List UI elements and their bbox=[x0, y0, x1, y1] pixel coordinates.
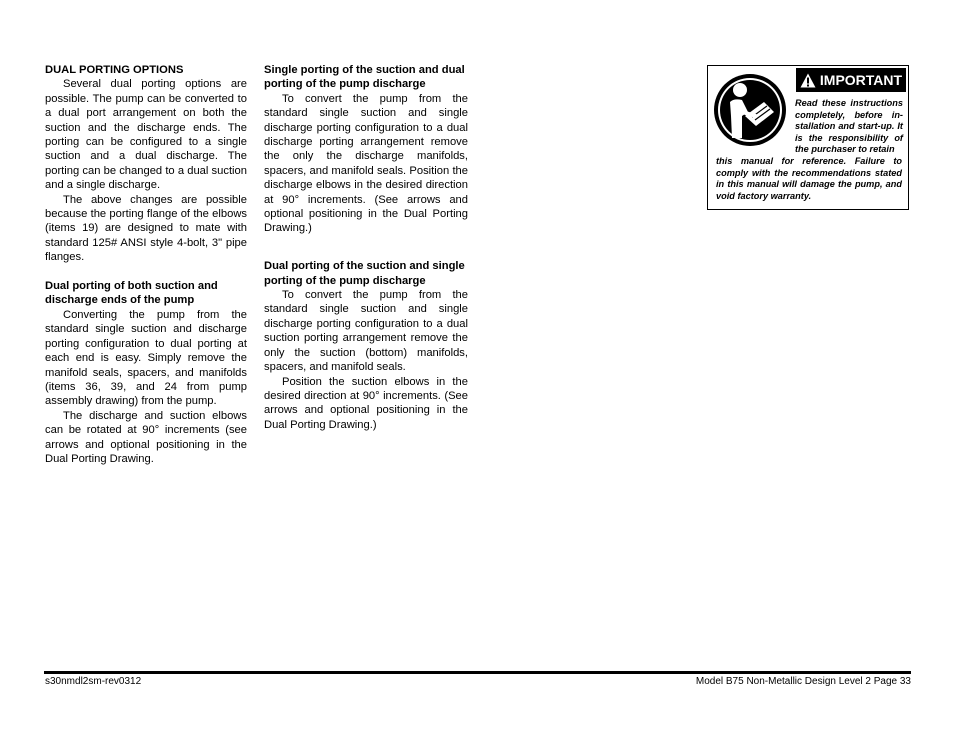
paragraph-position-suction: Position the suction elbows in the desired direction at 90° increments. (See arrows and optional positioning in the Dual Porting Drawing.) bbox=[264, 375, 468, 431]
heading-dual-suction-single-discharge: Dual porting of the suction and single porting of the pump discharge bbox=[264, 260, 465, 287]
heading-dual-porting-options: DUAL PORTING OPTIONS bbox=[45, 64, 184, 76]
middle-column bbox=[264, 63, 468, 432]
important-title: IMPORTANT bbox=[819, 72, 903, 88]
paragraph-options: Several dual porting options are possible. The pump can be converted to a dual port arrangement on both the suction and the discharge ends. The porting can be configured to a single suction and a dual discharge. The porting can be changed to a dual suction and a single discharge. bbox=[45, 78, 247, 192]
paragraph-elbows-rotate: The discharge and suction elbows can be rotated at 90° increments (see arrows and optional positioning in the Dual Porting Drawing. bbox=[45, 409, 247, 465]
paragraph-convert-suction: To convert the pump from the standard single suction and single discharge porting configuration to a dual suction porting arrangement remove the only the suction (bottom) manifolds, spacers, and manifold seals. bbox=[264, 289, 468, 374]
footer-doc-code: s30nmdl2sm-rev0312 bbox=[45, 676, 142, 687]
heading-single-suction-dual-discharge: Single porting of the suction and dual porting of the pump discharge bbox=[264, 64, 465, 91]
footer-rule bbox=[44, 671, 911, 674]
important-notice-box bbox=[707, 65, 909, 210]
important-text-right: Read these instructions completely, before in-stallation and start-up. It is the responsibility of the purchaser to retain bbox=[795, 98, 903, 155]
heading-dual-both-ends: Dual porting of both suction and discharge ends of the pump bbox=[45, 280, 218, 307]
read-manual-icon bbox=[712, 72, 788, 148]
left-column bbox=[45, 63, 247, 466]
paragraph-converting: Converting the pump from the standard single suction and discharge porting configuration to dual porting at each end is easy. Simply remove the manifold seals, spacers, and manifolds (items 36, 39, and 24 from pump assembly drawing) from the pump. bbox=[45, 308, 247, 408]
footer-page-info: Model B75 Non-Metallic Design Level 2 Page 33 bbox=[695, 676, 911, 687]
important-header bbox=[796, 68, 906, 92]
paragraph-convert-discharge: To convert the pump from the standard single suction and single discharge porting configuration to a dual discharge porting arrangement remove the only the discharge manifolds, spacers, and manifold seals. Position the discharge elbows in the desired direction at 90° increments. (See arrows and optional positioning in the Dual Porting Drawing.) bbox=[264, 92, 468, 235]
important-text-bottom: this manual for reference. Failure to comply with the recommendations stated in this manual will damage the pump, and void factory warranty. bbox=[716, 156, 902, 201]
paragraph-flanges: The above changes are possible because the porting flange of the elbows (items 19) are designed to mate with standard 125# ANSI style 4-bolt, 3" pipe flanges. bbox=[45, 193, 247, 264]
warning-icon bbox=[800, 73, 816, 88]
